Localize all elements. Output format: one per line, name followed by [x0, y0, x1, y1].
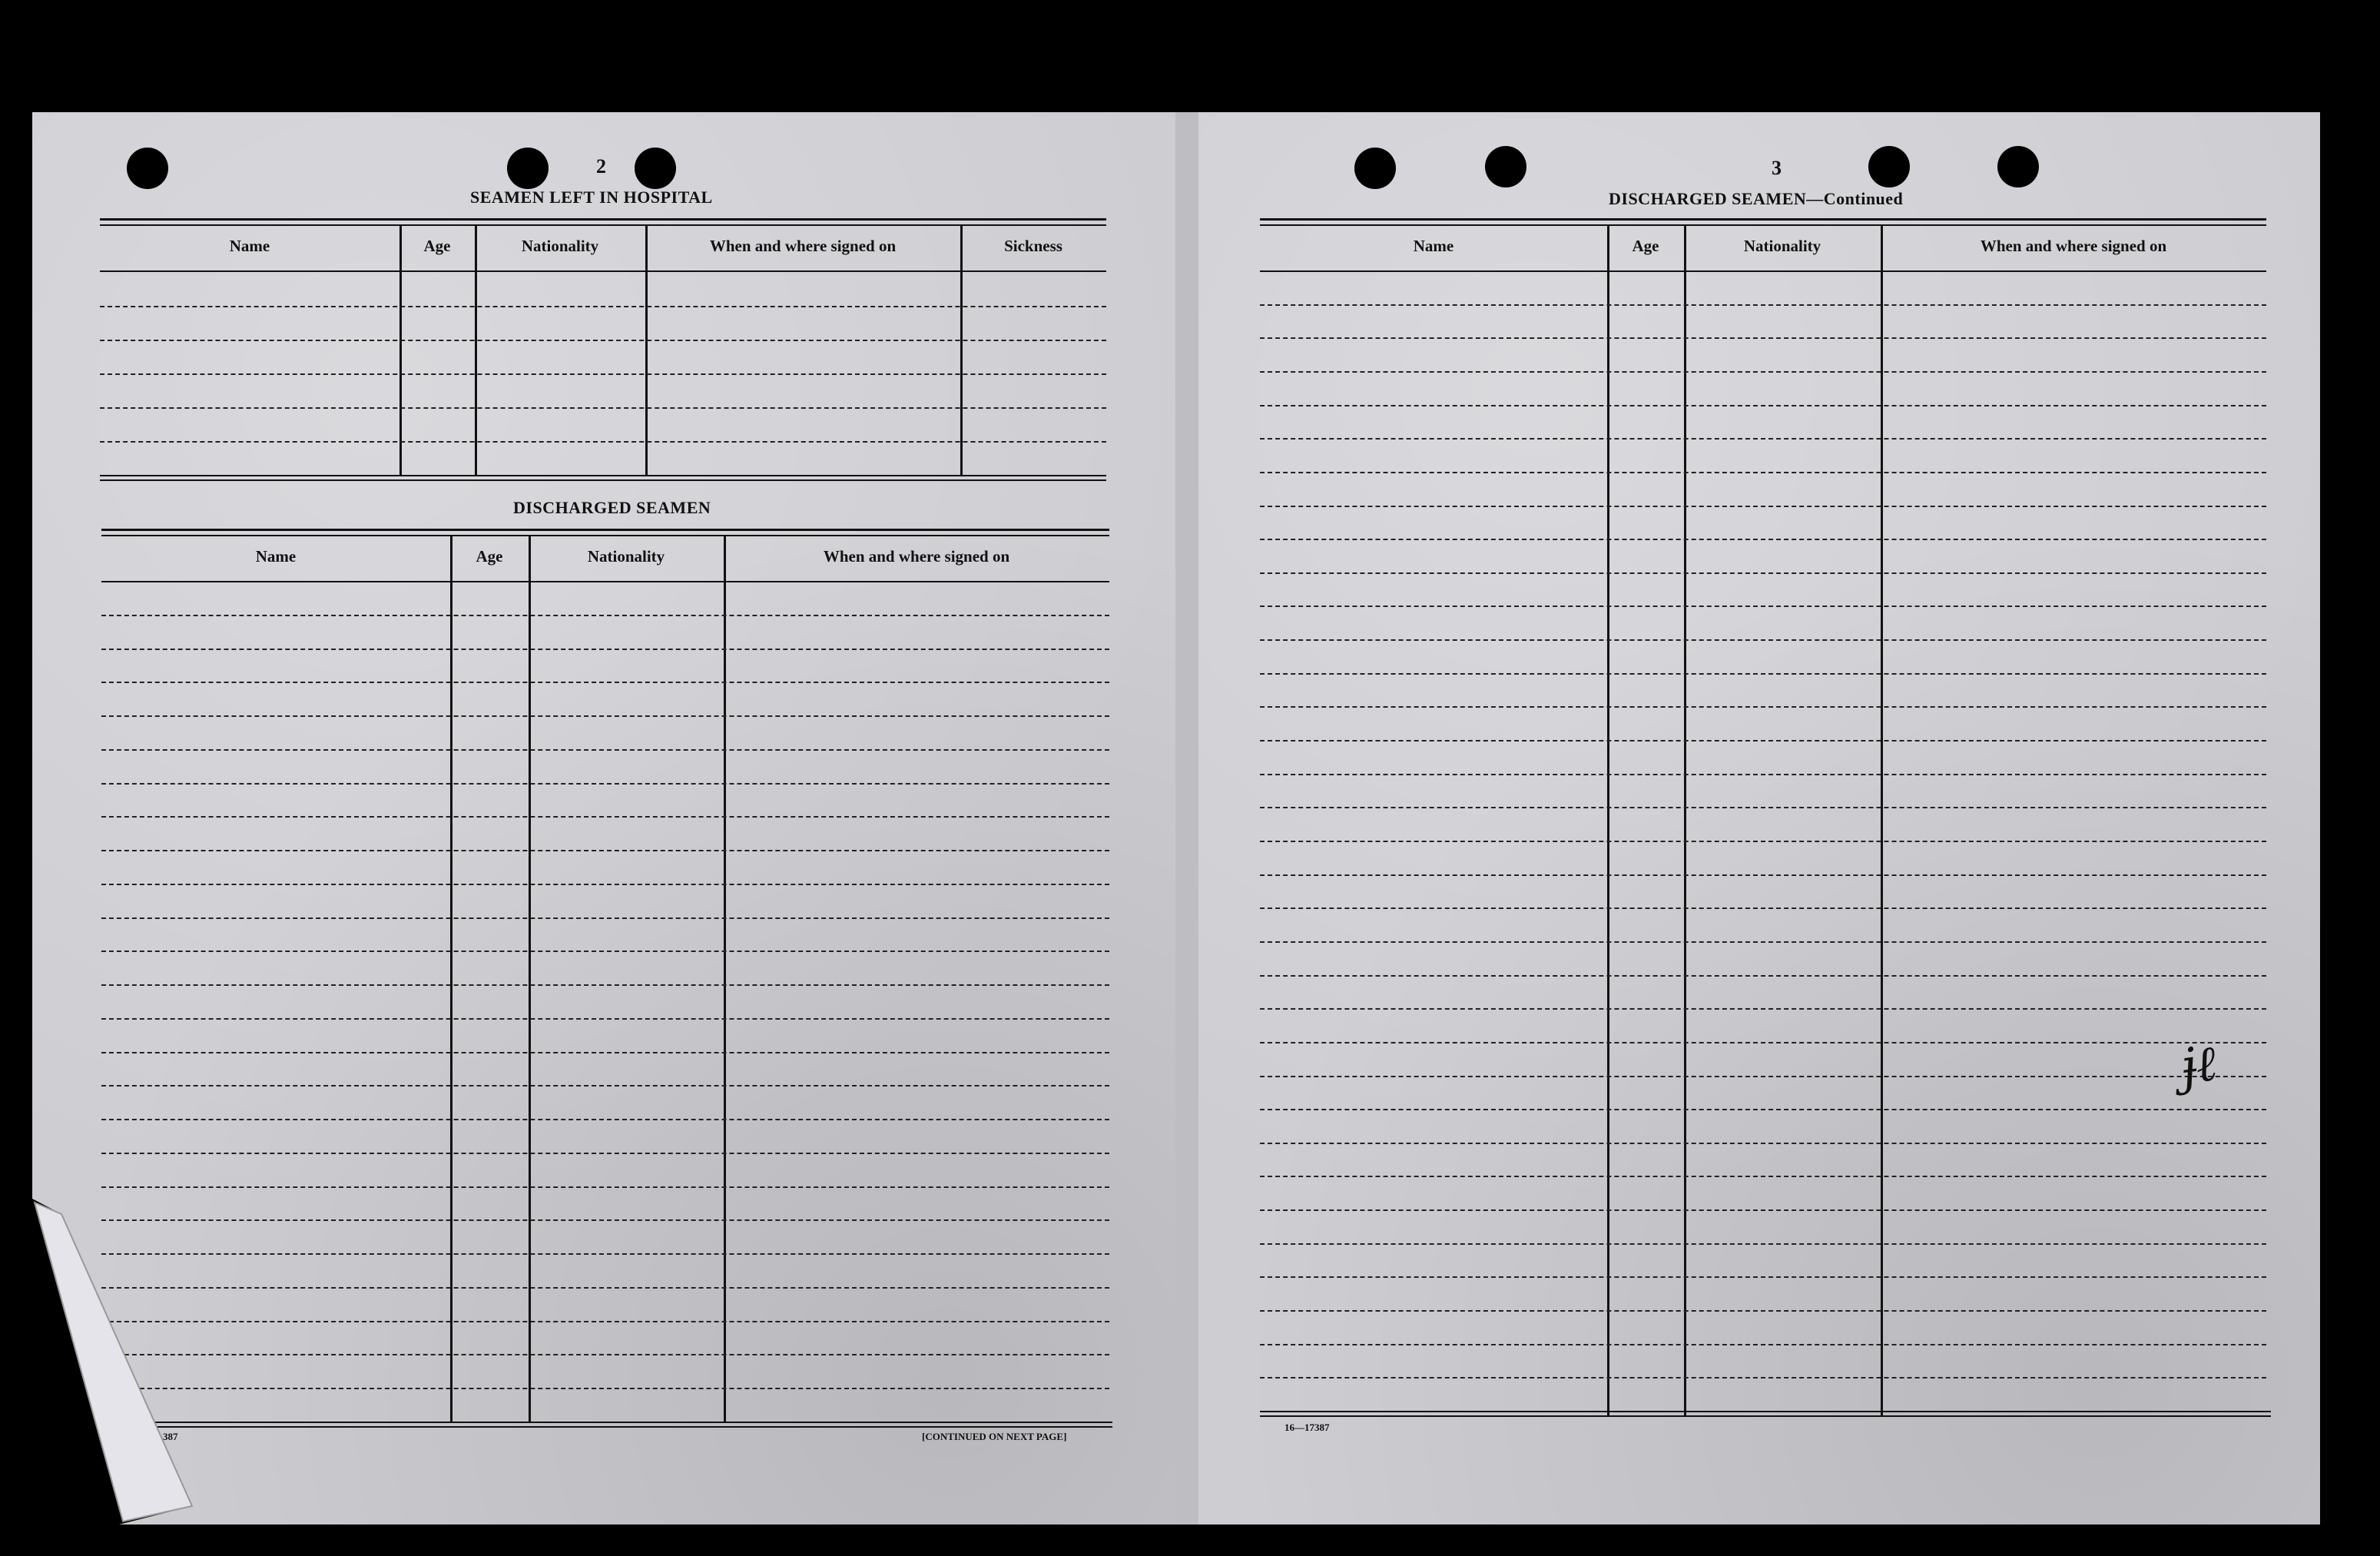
column-header-name: Name	[229, 237, 270, 255]
table-row	[1260, 1143, 2266, 1144]
table-row	[1260, 539, 2266, 540]
table-row	[1260, 841, 2266, 842]
column-header-nationality: Nationality	[587, 547, 665, 566]
table-row	[1260, 639, 2266, 641]
table-row	[1260, 673, 2266, 675]
form-number: 16—17387	[1284, 1422, 1330, 1433]
table-row	[1260, 1109, 2266, 1110]
table-row	[1260, 740, 2266, 742]
column-header-when-where: When and where signed on	[709, 237, 897, 255]
section-title-hospital: SEAMEN LEFT IN HOSPITAL	[470, 187, 713, 207]
table-row	[1260, 706, 2266, 708]
table-row	[1260, 1243, 2266, 1245]
column-header-when-where: When and where signed on	[1980, 237, 2167, 255]
table-row	[1260, 304, 2266, 306]
column-header-age: Age	[1632, 237, 1659, 255]
table-row	[1260, 774, 2266, 775]
table-row	[1260, 874, 2266, 876]
table-row	[1260, 941, 2266, 943]
table-row	[1260, 572, 2266, 574]
form-number: 387	[163, 1431, 178, 1442]
table-row	[1260, 1310, 2266, 1312]
table-row	[1260, 1276, 2266, 1278]
table-row	[1260, 807, 2266, 808]
column-header-nationality: Nationality	[521, 237, 599, 255]
table-row	[1260, 1008, 2266, 1010]
column-header-sickness: Sickness	[1004, 237, 1062, 255]
table-row	[1260, 1176, 2266, 1177]
column-header-when-where: When and where signed on	[823, 547, 1010, 566]
page-number: 2	[596, 155, 606, 177]
section-title-discharged: DISCHARGED SEAMEN	[513, 498, 711, 517]
continued-note: [CONTINUED ON NEXT PAGE]	[922, 1431, 1067, 1442]
table-row	[1260, 371, 2266, 373]
table-row	[1260, 907, 2266, 909]
table-row	[1260, 1377, 2266, 1379]
table-row	[1260, 506, 2266, 507]
handwritten-mark: ɉℓ	[2176, 1035, 2220, 1096]
table-row	[1260, 1344, 2266, 1345]
table-row	[1260, 605, 2266, 607]
table-row	[1260, 975, 2266, 977]
column-header-name: Name	[255, 547, 297, 566]
column-header-age: Age	[423, 237, 451, 255]
column-header-age: Age	[476, 547, 503, 566]
column-header-name: Name	[1413, 237, 1454, 255]
table-row	[1260, 405, 2266, 406]
table-row	[1260, 1042, 2266, 1043]
table-row	[1260, 1076, 2266, 1077]
table-row	[1260, 337, 2266, 339]
page-number: 3	[1772, 157, 1782, 179]
table-row	[1260, 472, 2266, 473]
column-header-nationality: Nationality	[1743, 237, 1821, 255]
section-title-discharged-continued: DISCHARGED SEAMEN—Continued	[1609, 189, 1904, 208]
table-row	[1260, 438, 2266, 440]
table-row	[1260, 1209, 2266, 1211]
